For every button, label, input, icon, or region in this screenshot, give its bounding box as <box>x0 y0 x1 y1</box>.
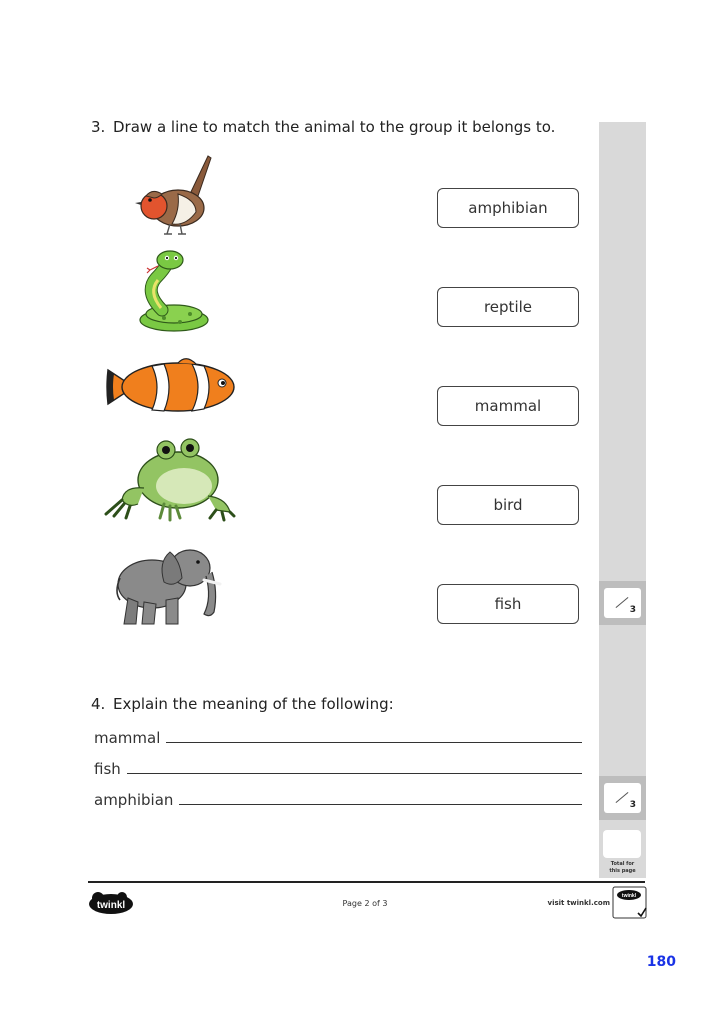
robin-icon <box>134 152 214 238</box>
score-slash <box>616 792 629 803</box>
definition-row-mammal <box>94 725 582 747</box>
svg-text:twinkl: twinkl <box>621 893 637 899</box>
page-total-box[interactable] <box>603 830 641 858</box>
page-indicator: Page 2 of 3 <box>342 899 388 908</box>
definition-term: amphibian <box>94 791 174 809</box>
q4-max-score: 3 <box>629 800 636 810</box>
definition-term: mammal <box>94 729 161 747</box>
quality-approved-badge <box>612 886 647 919</box>
q4-score-box[interactable] <box>604 783 641 813</box>
question-3-heading <box>91 118 555 136</box>
question-prompt: Draw a line to match the animal to the group it belongs to. <box>113 118 556 136</box>
answer-line[interactable] <box>179 804 582 805</box>
clownfish-icon <box>104 356 240 418</box>
answer-line[interactable] <box>127 773 582 774</box>
score-slash <box>616 597 629 608</box>
question-prompt: Explain the meaning of the following: <box>113 695 394 713</box>
group-box-bird[interactable]: bird <box>437 485 579 525</box>
visit-link[interactable]: visit twinkl.com <box>547 899 610 907</box>
group-box-fish[interactable]: fish <box>437 584 579 624</box>
page-total-label: Total for this page <box>609 861 636 874</box>
group-box-amphibian[interactable]: amphibian <box>437 188 579 228</box>
snake-icon <box>134 248 214 334</box>
footer-divider <box>88 881 645 883</box>
question-number: 4. <box>91 695 106 713</box>
twinkl-logo <box>88 891 134 915</box>
marking-sidebar <box>599 122 646 878</box>
question-number: 3. <box>91 118 106 136</box>
group-box-mammal[interactable]: mammal <box>437 386 579 426</box>
answer-line[interactable] <box>166 742 582 743</box>
svg-text:twinkl: twinkl <box>96 900 126 911</box>
group-box-reptile[interactable]: reptile <box>437 287 579 327</box>
q3-max-score: 3 <box>629 605 636 615</box>
page-number: 180 <box>646 954 676 970</box>
definition-row-fish <box>94 756 582 778</box>
definition-row-amphibian <box>94 787 582 809</box>
question-4-heading <box>91 695 394 713</box>
q3-score-box[interactable] <box>604 588 641 618</box>
frog-icon <box>104 436 236 522</box>
definition-term: fish <box>94 760 121 778</box>
elephant-icon <box>114 538 224 628</box>
